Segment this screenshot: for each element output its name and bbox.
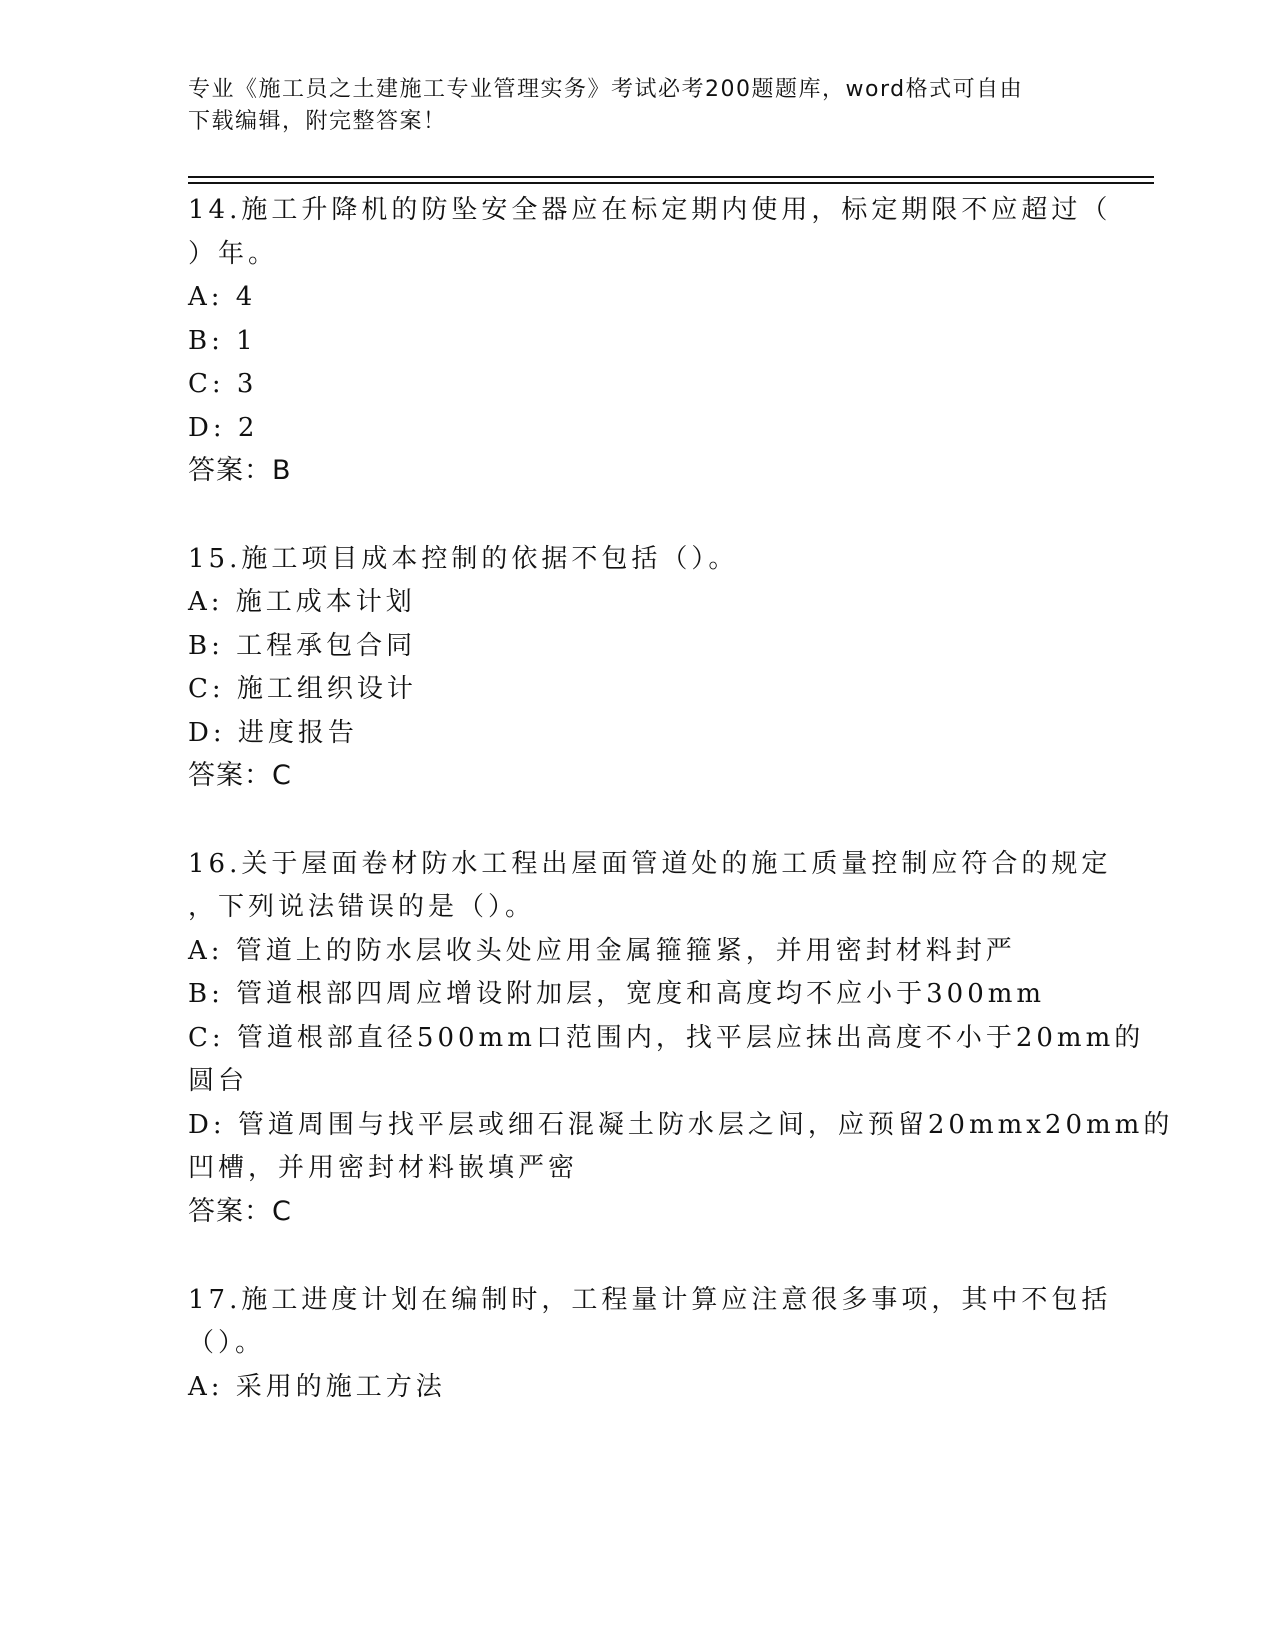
question-stem-line: 15.施工项目成本控制的依据不包括（）。	[188, 544, 739, 574]
option-a: A: 管道上的防水层收头处应用金属箍箍紧，并用密封材料封严	[188, 936, 1016, 966]
option-b: B: 1	[188, 326, 257, 356]
option-d: D: 进度报告	[188, 718, 358, 748]
answer-line: 答案：C	[188, 1196, 292, 1227]
answer-line: 答案：B	[188, 455, 292, 486]
option-a: A: 施工成本计划	[188, 587, 416, 617]
option-a: A: 采用的施工方法	[188, 1372, 446, 1402]
option-d-continued: 凹槽，并用密封材料嵌填严密	[188, 1153, 579, 1183]
header-text	[188, 74, 1068, 138]
question-stem-line: （）。	[188, 1328, 266, 1358]
option-b: B: 工程承包合同	[188, 631, 417, 661]
option-c: C: 管道根部直径500mm口范围内，找平层应抹出高度不小于20mm的	[188, 1023, 1145, 1053]
question-stem-line: 17.施工进度计划在编制时，工程量计算应注意很多事项，其中不包括	[188, 1285, 1112, 1315]
question-stem-line: ，下列说法错误的是（）。	[188, 892, 536, 922]
option-a: A: 4	[188, 282, 257, 312]
question-stem-line: 14.施工升降机的防坠安全器应在标定期内使用，标定期限不应超过（	[188, 195, 1112, 225]
option-b: B: 管道根部四周应增设附加层，宽度和高度均不应小于300mm	[188, 979, 1046, 1009]
option-c: C: 3	[188, 369, 258, 399]
option-c-continued: 圆台	[188, 1066, 249, 1096]
header-line-2: 下载编辑，附完整答案！	[188, 109, 447, 134]
question-stem-line: 16.关于屋面卷材防水工程出屋面管道处的施工质量控制应符合的规定	[188, 849, 1112, 879]
answer-line: 答案：C	[188, 760, 292, 791]
header-line-1: 专业《施工员之土建施工专业管理实务》考试必考200题题库，word格式可自由	[188, 77, 1024, 102]
header-divider-top	[188, 176, 1154, 178]
option-c: C: 施工组织设计	[188, 674, 417, 704]
option-d: D: 管道周围与找平层或细石混凝土防水层之间，应预留20mmx20mm的	[188, 1110, 1174, 1140]
question-stem-line: ）年。	[188, 239, 279, 269]
option-d: D: 2	[188, 413, 259, 443]
header-divider-bottom	[188, 182, 1154, 184]
